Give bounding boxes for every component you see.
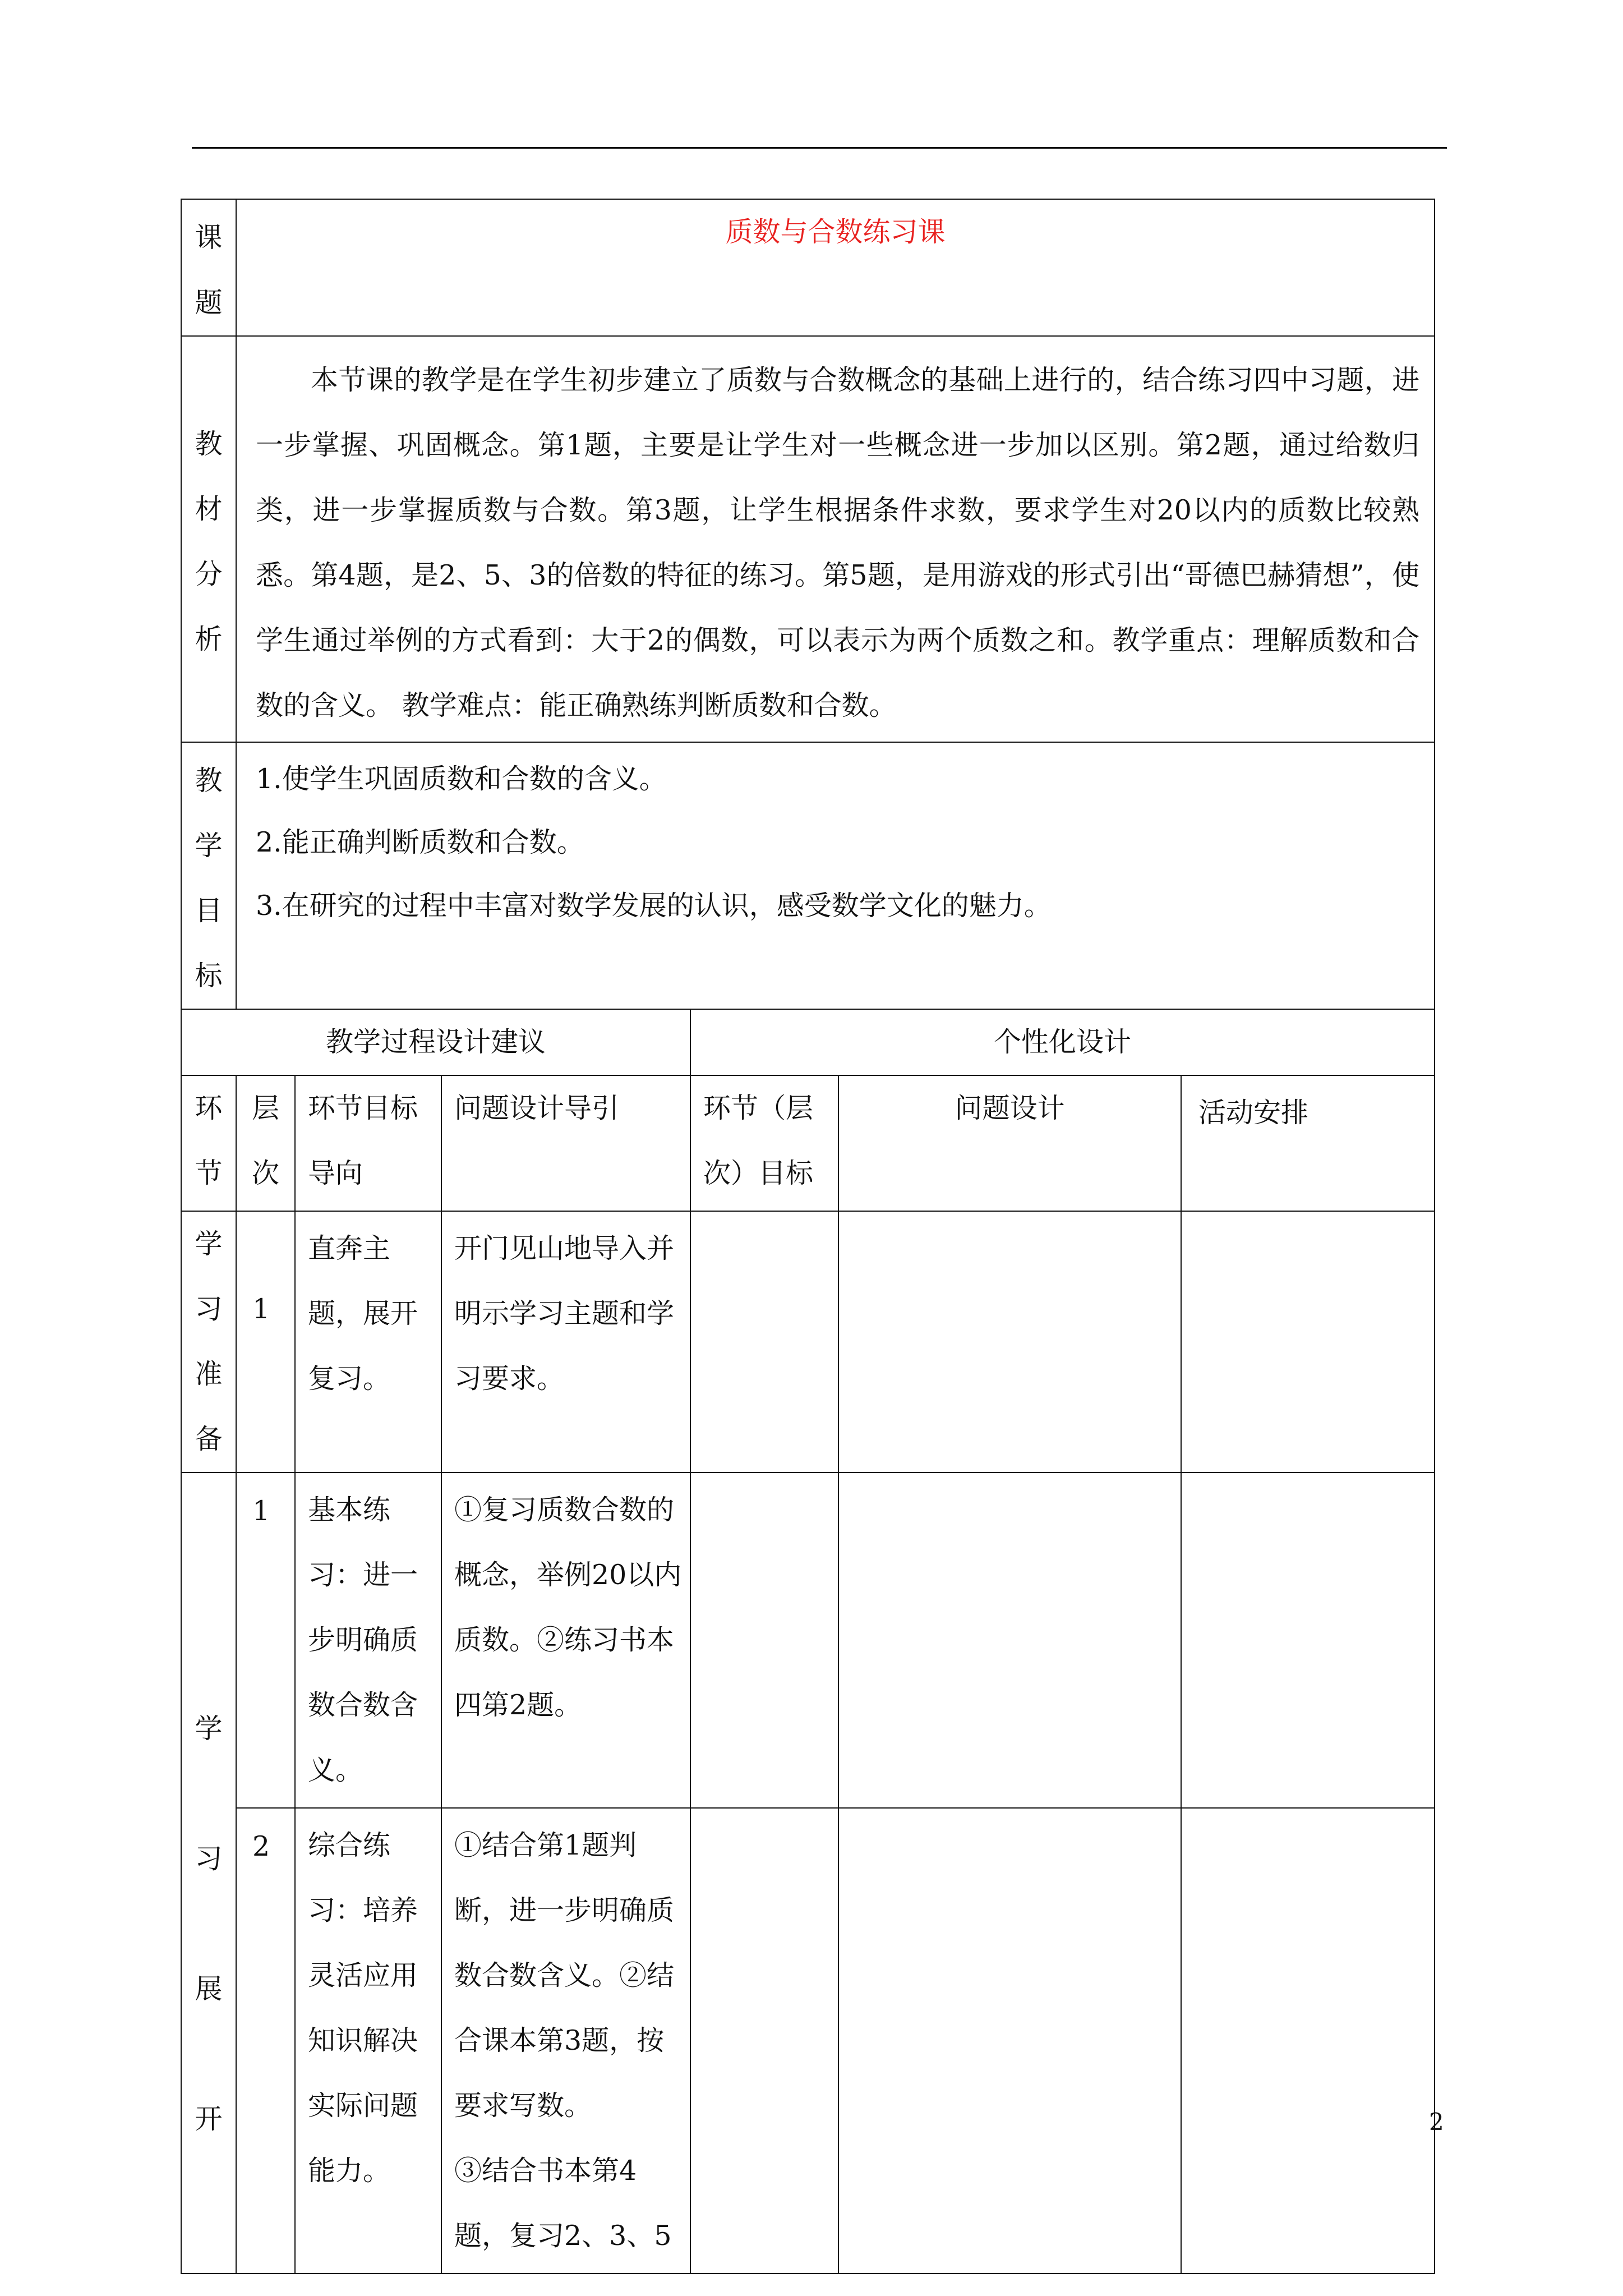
row-goal: 综合练习：培养灵活应用知识解决实际问题能力。 [295,1808,441,2274]
analysis-text: 本节课的教学是在学生初步建立了质数与合数概念的基础上进行的，结合练习四中习题，进一步掌握、巩固概念。第1题，主要是让学生对一些概念进一步加以区别。第2题，通过给数归类，进一步掌握质数与合数。第3题，让学生根据条件求数，要求学生对20以内的质数比较熟悉。第4题，是2、5、3的倍数的特征的练习。第5题，是用游戏的形式引出“哥德巴赫猜想”，使学生通过举例的方式看到：大于2的偶数，可以表示为两个质数之和。教学重点：理解质数和合数的含义。 教学难点：能正确熟练判断质数和合数。 [236,336,1435,742]
row-question-design [838,1211,1181,1473]
col-activity: 活动安排 [1181,1075,1435,1211]
row-stage-goal [690,1473,838,1808]
row-goal: 基本练习：进一步明确质数合数含义。 [295,1473,441,1808]
topic-label: 课题 [181,199,236,336]
analysis-label: 教 材 分 析 [181,336,236,742]
row-activity [1181,1473,1435,1808]
row-activity [1181,1211,1435,1473]
row-stage-goal [690,1808,838,2274]
col-level: 层 次 [236,1075,295,1211]
lesson-plan-table [181,199,1435,2274]
row-question-design [838,1473,1181,1808]
goals-list [236,742,1435,1009]
header-rule [192,147,1447,149]
col-stage-goal: 环节（层次）目标 [690,1075,838,1211]
row-guide: ①结合第1题判断，进一步明确质数合数含义。②结合课本第3题，按要求写数。 ③结合书本第4题，复习2、3、5 [441,1808,690,2274]
col-stage: 环 节 [181,1075,236,1211]
col-guide: 问题设计导引 [441,1075,690,1211]
col-question-design: 问题设计 [838,1075,1181,1211]
stage-name: 学 习 准 备 [181,1211,236,1473]
row-level: 1 [236,1211,295,1473]
row-level: 1 [236,1473,295,1808]
stage-name: 学 习 展 开 [181,1473,236,2274]
row-stage-goal [690,1211,838,1473]
row-question-design [838,1808,1181,2274]
row-activity [1181,1808,1435,2274]
col-goal: 环节目标导向 [295,1075,441,1211]
page-number: 2 [1429,2108,1444,2136]
goal-item: 1.使学生巩固质数和合数的含义。 [256,763,667,795]
row-goal: 直奔主题，展开复习。 [295,1211,441,1473]
goals-label: 教 学 目 标 [181,742,236,1009]
row-guide: 开门见山地导入并明示学习主题和学习要求。 [441,1211,690,1473]
process-header-left: 教学过程设计建议 [181,1009,690,1075]
row-guide: ①复习质数合数的概念，举例20以内质数。②练习书本四第2题。 [441,1473,690,1808]
lesson-title: 质数与合数练习课 [236,199,1435,336]
goal-item: 3.在研究的过程中丰富对数学发展的认识，感受数学文化的魅力。 [256,890,1052,922]
goal-item: 2.能正确判断质数和合数。 [256,826,584,858]
row-level: 2 [236,1808,295,2274]
process-header-right: 个性化设计 [690,1009,1435,1075]
